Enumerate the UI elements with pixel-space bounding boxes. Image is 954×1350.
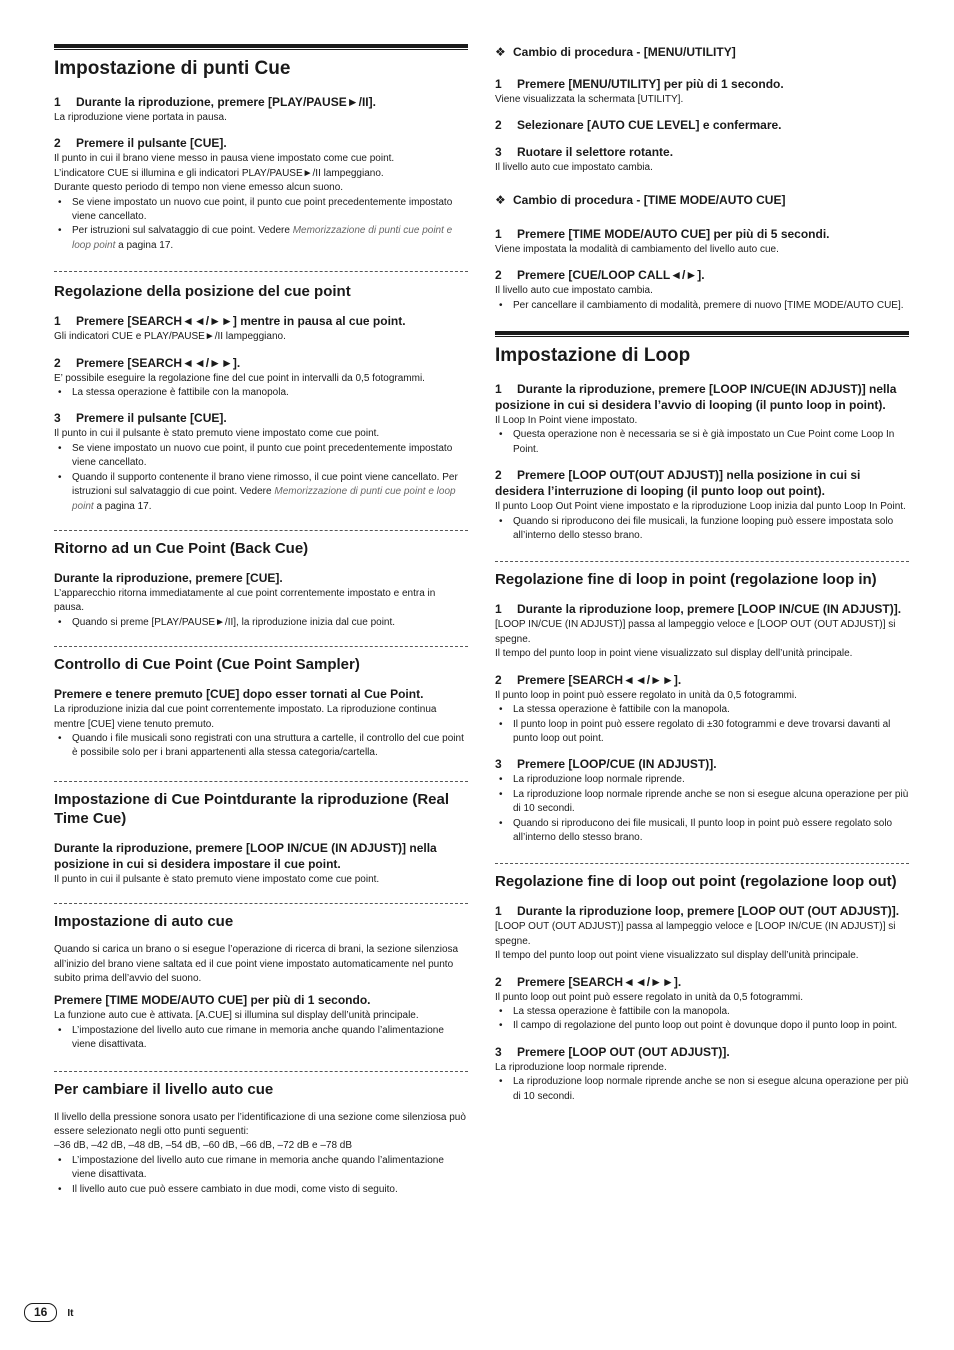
level-list: –36 dB, –42 dB, –48 dB, –54 dB, –60 dB, –66 dB, –72 dB e –78 dB [54,1140,353,1152]
bullet-item: • Il livello auto cue può essere cambiato in due modi, come visto di seguito. [54,1183,468,1197]
step-text: Il livello auto cue impostato cambia. [495,162,653,174]
bullet-item: • Per istruzioni sul salvataggio di cue point. Vedere Memorizzazione di punti cue point e loop point a pagina 17. [54,224,468,253]
left-column [54,44,468,1197]
bullet-item: • Il punto loop in point può essere regolato di ±30 fotogrammi e deve trovarsi davanti al punto loop out point. [495,718,909,747]
section-title-cue-sampler: Controllo di Cue Point (Cue Point Sampler) [54,656,360,674]
step-text: E’ possibile eseguire la regolazione fine del cue point in intervalli da 0,5 fotogrammi. [54,372,425,384]
bullet-list [495,1005,909,1034]
bullet-item: • Quando si riproducono dei file musicali, Il punto loop in point può essere regolato solo all’interno dello stesso brano. [495,817,909,846]
section-title-back-cue: Ritorno ad un Cue Point (Back Cue) [54,539,309,557]
step-text: Il tempo del punto loop in point viene visualizzato sul display dell’unità principale. [495,648,853,660]
step-heading: 1 Premere [MENU/UTILITY] per più di 1 secondo. [495,77,784,91]
bullet-item: • Il campo di regolazione del punto loop out point è dovunque dopo il punto loop in point. [495,1019,909,1033]
bullet-list [495,299,909,313]
step-text: Il livello auto cue impostato cambia. [495,285,653,297]
step-heading: 1 Durante la riproduzione loop, premere [LOOP IN/CUE (IN ADJUST)]. [495,602,902,617]
bullet-item: • Quando i file musicali sono registrati con una struttura a cartelle, il controllo del cue point è possibile solo per i brani appartenenti alla stessa categoria/cartella. [54,732,468,761]
step-heading: Premere e tenere premuto [CUE] dopo esser tornati al Cue Point. [54,687,424,702]
bullet-list [54,1154,468,1197]
bullet-item: • Se viene impostato un nuovo cue point, il punto cue point precedentemente impostato viene cancellato. [54,442,468,471]
step-text: Il punto loop out point può essere regolato in unità da 0,5 fotogrammi. [495,991,803,1003]
step-text: Il tempo del punto loop out point viene visualizzato sul display dell’unità principale. [495,950,859,962]
step-heading: 2 Premere [SEARCH◄◄/►►]. [495,672,682,687]
step-text: La riproduzione inizia dal cue point correntemente impostato. La riproduzione continua mentre [CUE] viene tenuto premuto. [54,704,437,730]
section-title-auto-cue-level: Per cambiare il livello auto cue [54,1080,274,1098]
body-text: Quando si carica un brano o si esegue l’operazione di ricerca di brani, la sezione silenziosa all’inizio del brano viene saltata ed il cue point viene impostato automaticamente nel punto subito prima dell’avvio del suono. [54,944,459,984]
section-rule [54,44,468,50]
bullet-list [54,386,468,400]
step-heading: 1 Durante la riproduzione loop, premere [LOOP OUT (OUT ADJUST)]. [495,904,900,919]
step-heading: 1 Premere [TIME MODE/AUTO CUE] per più di 5 secondi. [495,226,830,241]
step-text: Durante questo periodo di tempo non viene emesso alcun suono. [54,182,344,194]
procedure-heading: ❖ Cambio di procedura - [MENU/UTILITY] [495,45,736,59]
bullet-list [495,703,909,746]
bullet-list [495,1075,909,1104]
cross-reference-link[interactable]: Memorizzazione di punti cue point e loop point [72,225,453,251]
bullet-item: • Quando si riproducono dei file musicali, la funzione looping può essere impostata solo all’interno dello stesso brano. [495,515,909,544]
bullet-item: • La riproduzione loop normale riprende anche se non si esegue alcuna operazione per più di 10 secondi. [495,788,909,817]
step-text: La riproduzione loop normale riprende. [495,1061,667,1073]
section-title-auto-cue: Impostazione di auto cue [54,913,234,931]
section-title-cue-position: Regolazione della posizione del cue point [54,283,351,301]
bullet-item: • Quando il supporto contenente il brano viene rimosso, il cue point viene cancellato. Per istruzioni sul salvataggio di cue point. Vedere Memorizzazione di punti cue point e loop point a pagina 17. [54,471,468,514]
bullet-list [495,773,909,845]
right-column [495,44,909,1104]
step-heading: 2 Premere [SEARCH◄◄/►►]. [54,355,241,370]
step-heading: 2 Premere [CUE/LOOP CALL◄/►]. [495,268,705,283]
step-text: La riproduzione viene portata in pausa. [54,112,227,123]
step-text: L’apparecchio ritorna immediatamente al cue point correntemente impostato e entra in pausa. [54,587,436,614]
bullet-item: • L’impostazione del livello auto cue rimane in memoria anche quando l’alimentazione viene disattivata. [54,1154,468,1183]
step-heading: Durante la riproduzione, premere [LOOP IN/CUE (IN ADJUST)] nella posizione in cui si desidera impostare il cue point. [54,840,437,871]
step-heading: 1 Premere [SEARCH◄◄/►►] mentre in pausa al cue point. [54,314,406,329]
bullet-list [495,515,909,544]
step-text: [LOOP OUT (OUT ADJUST)] passa al lampeggio veloce e [LOOP IN/CUE (IN ADJUST)] si spegne. [495,921,896,947]
bullet-item: • La stessa operazione è fattibile con la manopola. [495,1005,909,1019]
step-text: Il Loop In Point viene impostato. [495,415,638,427]
bullet-list [54,442,468,514]
bullet-item: • Per cancellare il cambiamento di modalità, premere di nuovo [TIME MODE/AUTO CUE]. [495,299,909,313]
step-heading: 1 Durante la riproduzione, premere [PLAY/PAUSE►/II]. [54,95,376,109]
step-heading: 3 Premere il pulsante [CUE]. [54,411,227,426]
step-heading: 2 Premere [SEARCH◄◄/►►]. [495,974,682,989]
step-text: [LOOP IN/CUE (IN ADJUST)] passa al lampeggio veloce e [LOOP OUT (OUT ADJUST)] si spegne. [495,619,896,645]
step-text: La funzione auto cue è attivata. [A.CUE] si illumina sul display dell’unità principale. [54,1010,419,1022]
bullet-item: • La stessa operazione è fattibile con la manopola. [54,386,468,400]
step-heading: 1 Durante la riproduzione, premere [LOOP IN/CUE(IN ADJUST)] nella posizione in cui si desidera l’avvio di looping (il punto loop in point). [495,382,897,413]
page-number: 16 [24,1303,57,1322]
page-footer [24,1303,73,1322]
step-text: Il punto in cui il pulsante è stato premuto viene impostato come cue point. [54,873,380,885]
section-title-real-time-cue: Impostazione di Cue Pointdurante la riproduzione (Real Time Cue) [54,790,450,827]
bullet-item: • Questa operazione non è necessaria se si è già impostato un Cue Point come Loop In Point. [495,428,909,457]
section-title-loop-out-adjust: Regolazione fine di loop out point (regolazione loop out) [495,873,897,891]
step-heading: Premere [TIME MODE/AUTO CUE] per più di 1 secondo. [54,993,371,1008]
bullet-list [54,616,468,630]
language-code: It [67,1308,74,1319]
cross-reference-link[interactable]: Memorizzazione di punti cue point e loop point [72,486,456,512]
section-title-loop: Impostazione di Loop [495,345,691,367]
bullet-item: • L’impostazione del livello auto cue rimane in memoria anche quando l’alimentazione viene disattivata. [54,1024,468,1053]
bullet-list [54,1024,468,1053]
step-text: L’indicatore CUE si illumina e gli indicatori PLAY/PAUSE►/II lampeggiano. [54,167,384,179]
step-heading: 2 Premere il pulsante [CUE]. [54,136,227,151]
bullet-list [54,732,468,761]
section-rule [495,331,909,337]
step-text: Viene impostata la modalità di cambiamento del livello auto cue. [495,243,779,255]
step-text: Viene visualizzata la schermata [UTILITY]. [495,94,684,105]
section-title-loop-in-adjust: Regolazione fine di loop in point (regolazione loop in) [495,571,877,589]
step-text: Il punto Loop Out Point viene impostato e la riproduzione Loop inizia dal punto Loop In Point. [495,501,906,513]
bullet-list [495,428,909,457]
body-text: Il livello della pressione sonora usato per l’identificazione di una sezione come silenziosa può essere selezionato negli otto punti seguenti: [54,1111,466,1137]
step-heading: 3 Ruotare il selettore rotante. [495,145,674,160]
bullet-item: • La riproduzione loop normale riprende anche se non si esegue alcuna operazione per più di 10 secondi. [495,1075,909,1104]
step-text: Il punto in cui il pulsante è stato premuto viene impostato come cue point. [54,428,380,440]
bullet-item: • La stessa operazione è fattibile con la manopola. [495,703,909,717]
step-text: Gli indicatori CUE e PLAY/PAUSE►/II lampeggiano. [54,331,286,343]
step-heading: Durante la riproduzione, premere [CUE]. [54,570,283,585]
bullet-item: • La riproduzione loop normale riprende. [495,773,909,787]
bullet-item: • Se viene impostato un nuovo cue point, il punto cue point precedentemente impostato viene cancellato. [54,196,468,225]
step-heading: 2 Selezionare [AUTO CUE LEVEL] e confermare. [495,118,782,133]
bullet-item: • Quando si preme [PLAY/PAUSE►/II], la riproduzione inizia dal cue point. [54,616,468,630]
bullet-list [54,196,468,254]
step-heading: 3 Premere [LOOP/CUE (IN ADJUST)]. [495,757,717,772]
step-text: Il punto in cui il brano viene messo in pausa viene impostato come cue point. [54,153,395,165]
step-text: Il punto loop in point può essere regolato in unità da 0,5 fotogrammi. [495,689,797,701]
procedure-heading: ❖ Cambio di procedura - [TIME MODE/AUTO CUE] [495,192,786,207]
step-heading: 3 Premere [LOOP OUT (OUT ADJUST)]. [495,1044,730,1059]
step-heading: 2 Premere [LOOP OUT(OUT ADJUST)] nella posizione in cui si desidera l’interruzione di looping (il punto loop out point). [495,468,861,499]
section-title-cue-points: Impostazione di punti Cue [54,58,291,79]
